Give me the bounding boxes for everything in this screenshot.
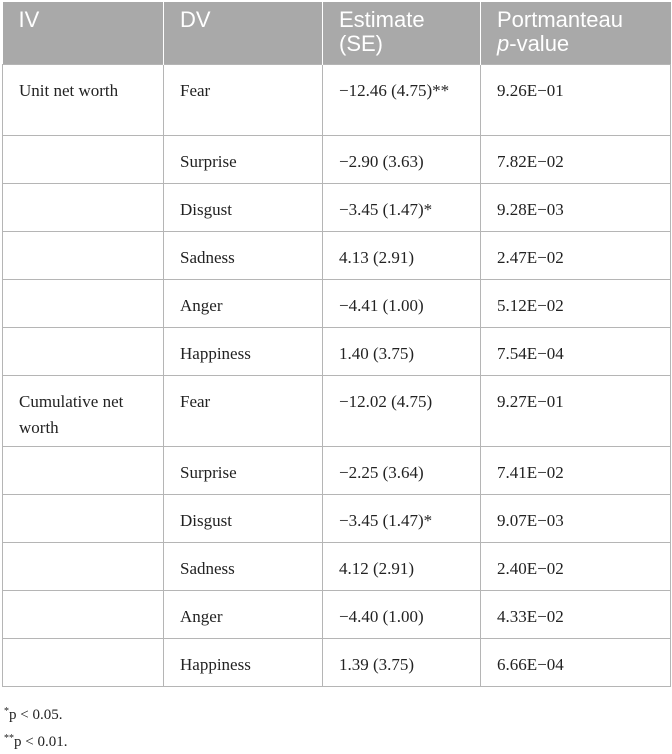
cell-estimate: 1.40 (3.75)	[323, 327, 481, 375]
header-portmanteau-p: p	[497, 31, 510, 56]
cell-estimate: 4.13 (2.91)	[323, 231, 481, 279]
results-table	[2, 2, 671, 687]
cell-pvalue: 4.33E−02	[481, 590, 671, 638]
cell-iv	[3, 279, 164, 327]
table-row	[3, 231, 671, 279]
cell-dv: Anger	[164, 590, 323, 638]
cell-dv: Sadness	[164, 542, 323, 590]
cell-dv: Fear	[164, 375, 323, 446]
cell-iv	[3, 231, 164, 279]
table-row	[3, 446, 671, 494]
cell-pvalue: 7.54E−04	[481, 327, 671, 375]
cell-iv	[3, 494, 164, 542]
cell-iv: Unit net worth	[3, 64, 164, 135]
cell-iv	[3, 542, 164, 590]
cell-dv: Happiness	[164, 638, 323, 686]
footnote-marker: **	[4, 733, 14, 744]
cell-estimate: −4.40 (1.00)	[323, 590, 481, 638]
cell-estimate: −3.45 (1.47)*	[323, 494, 481, 542]
cell-iv	[3, 327, 164, 375]
cell-iv	[3, 638, 164, 686]
table-row	[3, 327, 671, 375]
cell-estimate: −4.41 (1.00)	[323, 279, 481, 327]
cell-dv: Anger	[164, 279, 323, 327]
cell-estimate: 1.39 (3.75)	[323, 638, 481, 686]
cell-dv: Disgust	[164, 494, 323, 542]
cell-dv: Happiness	[164, 327, 323, 375]
cell-dv: Disgust	[164, 183, 323, 231]
footnote-text: p < 0.01.	[14, 734, 68, 750]
cell-pvalue: 9.07E−03	[481, 494, 671, 542]
footnote	[4, 727, 67, 754]
cell-estimate: 4.12 (2.91)	[323, 542, 481, 590]
header-portmanteau	[481, 2, 671, 64]
cell-estimate: −12.02 (4.75)	[323, 375, 481, 446]
footnote-marker: *	[4, 706, 9, 717]
header-iv: IV	[3, 2, 164, 64]
table-row	[3, 590, 671, 638]
cell-pvalue: 5.12E−02	[481, 279, 671, 327]
cell-pvalue: 9.26E−01	[481, 64, 671, 135]
cell-dv: Surprise	[164, 446, 323, 494]
table-row	[3, 375, 671, 446]
header-estimate-line1: Estimate	[339, 7, 425, 32]
header-dv: DV	[164, 2, 323, 64]
cell-dv: Surprise	[164, 135, 323, 183]
header-portmanteau-rest: -value	[509, 31, 570, 56]
cell-iv	[3, 446, 164, 494]
cell-estimate: −12.46 (4.75)**	[323, 64, 481, 135]
cell-pvalue: 9.27E−01	[481, 375, 671, 446]
cell-dv: Sadness	[164, 231, 323, 279]
cell-iv	[3, 590, 164, 638]
cell-pvalue: 7.82E−02	[481, 135, 671, 183]
table-row	[3, 64, 671, 135]
cell-pvalue: 9.28E−03	[481, 183, 671, 231]
cell-dv: Fear	[164, 64, 323, 135]
cell-pvalue: 2.47E−02	[481, 231, 671, 279]
cell-estimate: −2.25 (3.64)	[323, 446, 481, 494]
table-header-row	[3, 2, 671, 64]
footnote	[4, 700, 67, 727]
cell-estimate: −3.45 (1.47)*	[323, 183, 481, 231]
table-row	[3, 494, 671, 542]
table-row	[3, 279, 671, 327]
table-row	[3, 135, 671, 183]
table-row	[3, 542, 671, 590]
cell-pvalue: 6.66E−04	[481, 638, 671, 686]
cell-estimate: −2.90 (3.63)	[323, 135, 481, 183]
header-portmanteau-line1: Portmanteau	[497, 7, 623, 32]
cell-pvalue: 7.41E−02	[481, 446, 671, 494]
footnote-text: p < 0.05.	[9, 707, 63, 723]
table-row	[3, 638, 671, 686]
header-estimate	[323, 2, 481, 64]
table-footnotes	[4, 700, 67, 754]
cell-iv	[3, 183, 164, 231]
cell-iv	[3, 135, 164, 183]
cell-iv: Cumulative net worth	[3, 375, 164, 446]
header-estimate-line2: (SE)	[339, 31, 383, 56]
cell-pvalue: 2.40E−02	[481, 542, 671, 590]
table-row	[3, 183, 671, 231]
